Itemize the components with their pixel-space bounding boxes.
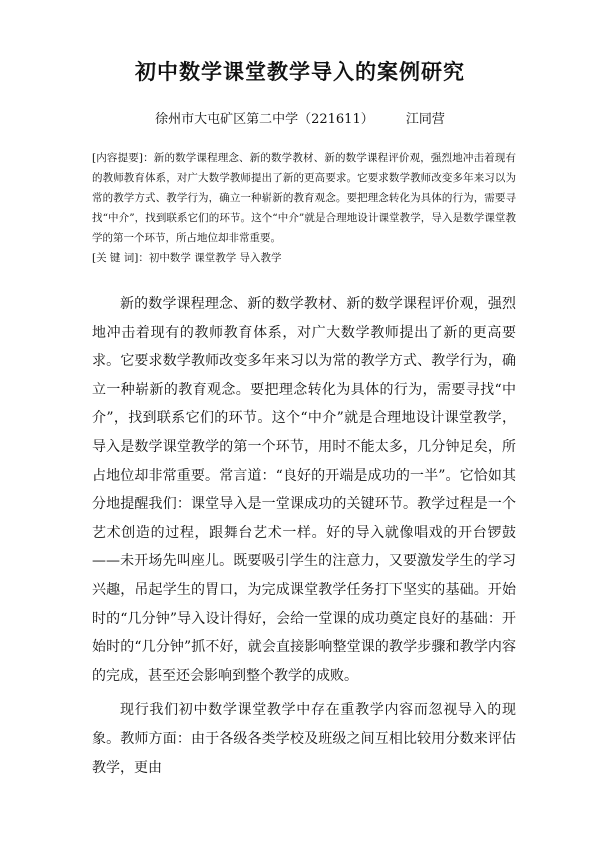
keywords-label: [关 键 词]： xyxy=(92,252,149,264)
abstract-paragraph xyxy=(92,148,516,248)
body-section xyxy=(92,290,516,782)
body-paragraph: 新的数学课程理念、新的数学教材、新的数学课程评价观，强烈地冲击着现有的教师教育体系，对广大数学教师提出了新的更高要求。它要求数学教师改变多年来习以为常的教学方式、教学行为，确立一种崭新的教育观念。要把理念转化为具体的行为，需要寻找“中介”，找到联系它们的环节。这个“中介”就是合理地设计课堂教学，导入是数学课堂教学的第一个环节，用时不能太多，几分钟足矣，所占地位却非常重要。常言道：“良好的开端是成功的一半”。它恰如其分地提醒我们：课堂导入是一堂课成功的关键环节。教学过程是一个艺术创造的过程，跟舞台艺术一样。好的导入就像唱戏的开台锣鼓——未开场先叫座儿。既要吸引学生的注意力，又要激发学生的学习兴趣，吊起学生的胃口，为完成课堂教学任务打下坚实的基础。开始时的“几分钟”导入设计得好，会给一堂课的成功奠定良好的基础：开始时的“几分钟”抓不好，就会直接影响整堂课的教学步骤和教学内容的完成，甚至还会影响到整个教学的成败。 xyxy=(92,296,516,684)
keywords-text: 初中数学 课堂教学 导入教学 xyxy=(148,252,282,264)
abstract-text: 新的数学课程理念、新的数学教材、新的数学课程评价观，强烈地冲击着现有的教师教育体系，对广大数学教师提出了新的更高要求。它要求数学教师改变多年来习以为常的教学方式、教学行为，确立一种崭新的教育观念。要把理念转化为具体的行为，需要寻找“中介”，找到联系它们的环节。这个“中介”就是合理地设计课堂教学，导入是数学课堂教学的第一个环节，所占地位却非常重要。 xyxy=(92,152,516,244)
affiliation: 徐州市大屯矿区第二中学（221611） xyxy=(155,112,374,127)
author-name: 江同营 xyxy=(405,112,445,127)
keywords-line xyxy=(92,248,516,268)
body-paragraph: 现行我们初中数学课堂教学中存在重教学内容而忽视导入的现象。教师方面：由于各级各类学校及班级之间互相比较用分数来评估教学，更由 xyxy=(92,702,516,776)
abstract-section xyxy=(92,148,516,268)
author-line xyxy=(0,108,600,127)
document-title: 初中数学课堂教学导入的案例研究 xyxy=(135,60,465,84)
abstract-label: [内容提要]： xyxy=(92,152,154,164)
